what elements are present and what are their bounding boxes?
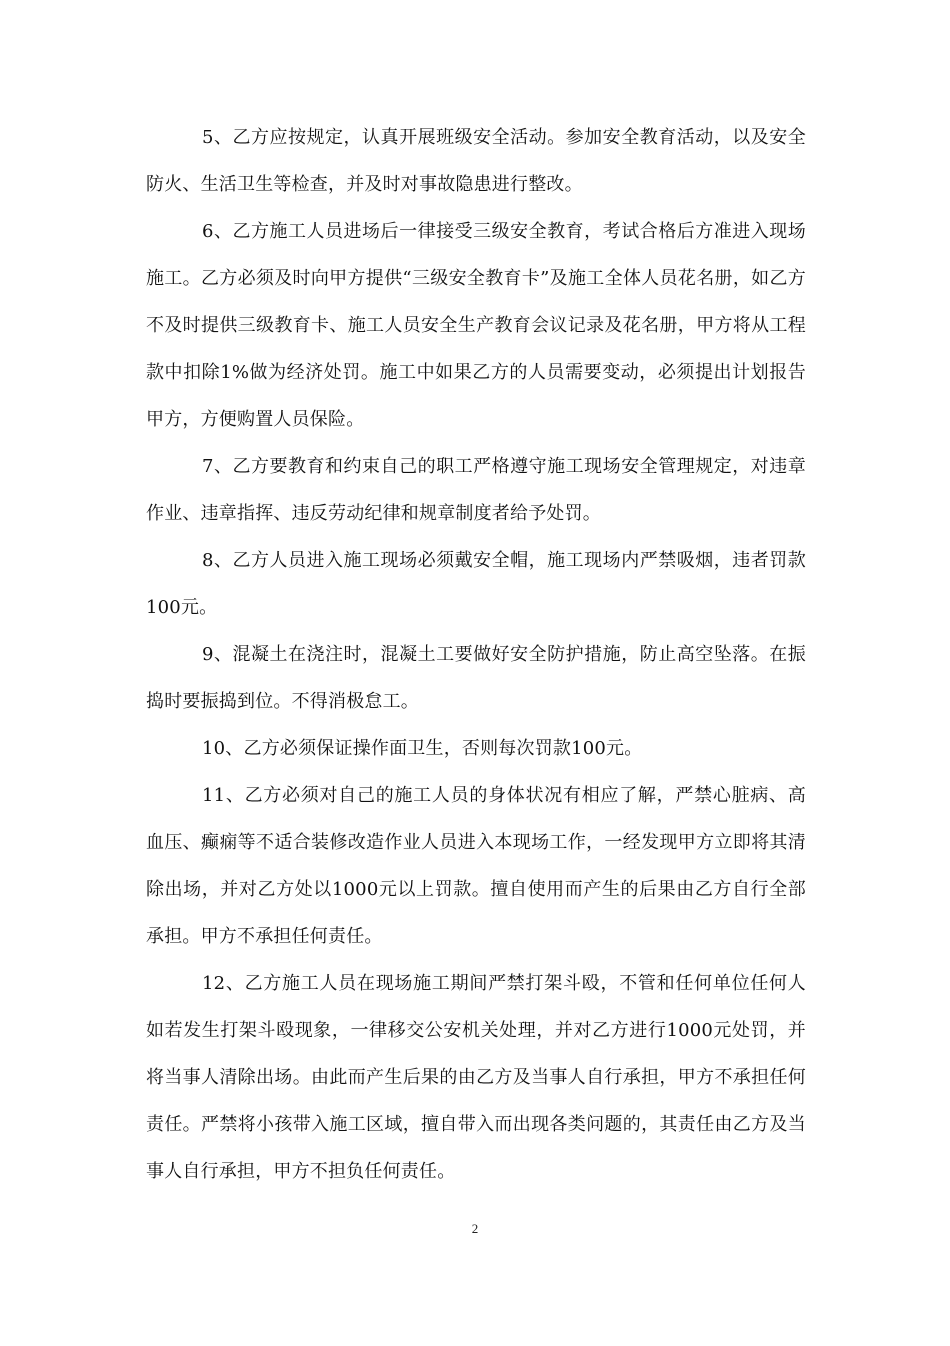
document-body xyxy=(146,114,806,1195)
paragraph-item-9: 9、混凝土在浇注时，混凝土工要做好安全防护措施，防止高空坠落。在振捣时要振捣到位。不得消极怠工。 xyxy=(146,644,806,712)
paragraph-item-12: 12、乙方施工人员在现场施工期间严禁打架斗殴，不管和任何单位任何人如若发生打架斗殴现象，一律移交公安机关处理，并对乙方进行1000元处罚，并将当事人清除出场。由此而产生后果的由乙方及当事人自行承担，甲方不承担任何责任。严禁将小孩带入施工区域，擅自带入而出现各类问题的，其责任由乙方及当事人自行承担，甲方不担负任何责任。 xyxy=(146,973,806,1182)
page-number: 2 xyxy=(471,1221,479,1236)
paragraph-item-11: 11、乙方必须对自己的施工人员的身体状况有相应了解，严禁心脏病、高血压、癫痫等不适合装修改造作业人员进入本现场工作，一经发现甲方立即将其清除出场，并对乙方处以1000元以上罚款。擅自使用而产生的后果由乙方自行全部承担。甲方不承担任何责任。 xyxy=(146,785,806,947)
paragraph-item-5: 5、乙方应按规定，认真开展班级安全活动。参加安全教育活动，以及安全防火、生活卫生等检查，并及时对事故隐患进行整改。 xyxy=(146,127,806,195)
paragraph-item-7: 7、乙方要教育和约束自己的职工严格遵守施工现场安全管理规定，对违章作业、违章指挥、违反劳动纪律和规章制度者给予处罚。 xyxy=(146,456,806,524)
paragraph-item-10: 10、乙方必须保证操作面卫生，否则每次罚款100元。 xyxy=(202,738,643,759)
paragraph-item-6: 6、乙方施工人员进场后一律接受三级安全教育，考试合格后方准进入现场施工。乙方必须及时向甲方提供“三级安全教育卡”及施工全体人员花名册，如乙方不及时提供三级教育卡、施工人员安全生产教育会议记录及花名册，甲方将从工程款中扣除1%做为经济处罚。施工中如果乙方的人员需要变动，必须提出计划报告甲方，方便购置人员保险。 xyxy=(146,221,806,430)
paragraph-item-8: 8、乙方人员进入施工现场必须戴安全帽，施工现场内严禁吸烟，违者罚款100元。 xyxy=(146,550,806,618)
